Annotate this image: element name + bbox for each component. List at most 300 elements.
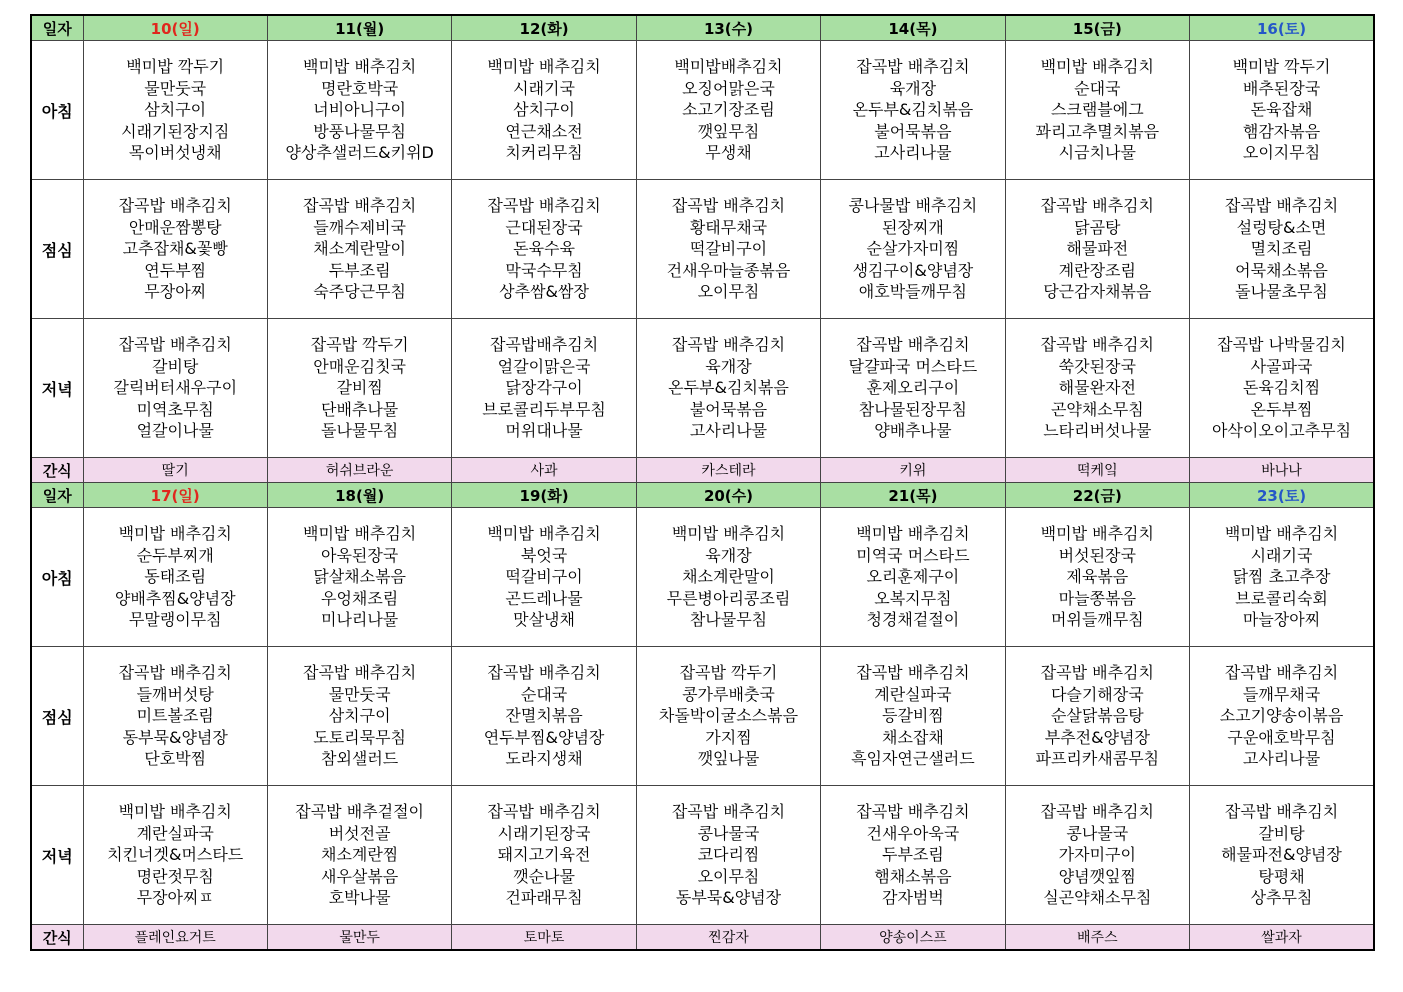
menu-item: 백미밥배추김치 — [674, 57, 783, 77]
day-label: 14(목) — [888, 19, 938, 38]
menu-item: 계란실파국 — [874, 684, 952, 704]
menu-item: 돈육수육 — [513, 239, 575, 259]
menu-item: 백미밥 배추김치 — [487, 524, 601, 544]
dinner-menu-cell — [452, 319, 636, 458]
dinner-row — [31, 786, 1374, 925]
menu-item: 순대국 — [520, 684, 568, 704]
menu-item: 다슬기해장국 — [1050, 684, 1144, 704]
menu-item: 잡곡밥 배추김치 — [487, 802, 601, 822]
menu-item: 참외샐러드 — [320, 749, 399, 769]
dinner-label: 저녁 — [31, 786, 83, 925]
menu-item: 순두부찌개 — [136, 545, 214, 565]
menu-item: 명란호박국 — [320, 78, 399, 98]
lunch-menu-cell — [821, 180, 1005, 319]
menu-item: 계란실파국 — [136, 823, 214, 843]
menu-item: 잡곡밥 배추김치 — [856, 57, 970, 77]
menu-item: 흑임자연근샐러드 — [851, 749, 975, 769]
breakfast-row — [31, 41, 1374, 180]
menu-item: 소고기양송이볶음 — [1219, 706, 1344, 726]
menu-item: 백미밥 배추김치 — [1224, 524, 1339, 544]
day-label: 10(일) — [150, 19, 200, 38]
breakfast-menu-cell — [1190, 508, 1374, 647]
menu-item: 잡곡밥 깍두기 — [679, 663, 778, 683]
menu-item: 백미밥 배추김치 — [118, 524, 232, 544]
menu-item: 오징어맑은국 — [682, 78, 775, 98]
snack-label: 간식 — [31, 925, 83, 951]
menu-item: 잡곡밥배추김치 — [489, 335, 599, 355]
menu-item: 잡곡밥 배추김치 — [118, 663, 232, 683]
breakfast-menu-cell — [267, 41, 451, 180]
breakfast-menu-cell — [83, 41, 267, 180]
menu-item: 잡곡밥 나박물김치 — [1217, 335, 1346, 355]
menu-item: 콩나물국 — [697, 823, 760, 843]
day-header — [821, 15, 1005, 41]
breakfast-menu-cell — [821, 41, 1005, 180]
dinner-menu-cell — [1190, 319, 1374, 458]
menu-item: 잡곡밥 배추김치 — [671, 335, 786, 355]
breakfast-label: 아침 — [31, 41, 83, 180]
menu-item: 소고기장조림 — [682, 100, 775, 120]
menu-item: 시래기된장지짐 — [121, 121, 230, 141]
menu-item: 육개장 — [705, 356, 752, 376]
menu-item: 방풍나물무침 — [313, 121, 406, 141]
menu-item: 황태무채국 — [689, 217, 768, 237]
menu-item: 명란젓무침 — [136, 866, 214, 886]
breakfast-row — [31, 508, 1374, 647]
menu-item: 잡곡밥 배추김치 — [1224, 663, 1339, 683]
menu-item: 무른병아리콩조림 — [666, 588, 791, 608]
menu-item: 잔멸치볶음 — [505, 706, 583, 726]
menu-item: 백미밥 배추김치 — [1040, 57, 1154, 77]
menu-item: 머위대나물 — [505, 421, 583, 441]
breakfast-label: 아침 — [31, 508, 83, 647]
menu-item: 시래기된장국 — [497, 823, 591, 843]
menu-item: 온두부찜 — [1250, 399, 1313, 419]
menu-item: 양배추나물 — [874, 421, 952, 441]
menu-item: 불어묵볶음 — [689, 399, 768, 419]
dinner-row — [31, 319, 1374, 458]
menu-item: 잡곡밥 배추김치 — [1224, 802, 1339, 822]
menu-item: 연두부찜 — [144, 260, 207, 280]
menu-item: 잡곡밥 배추김치 — [671, 802, 786, 822]
menu-item: 양배추찜&양념장 — [114, 588, 236, 608]
menu-item: 잡곡밥 배추김치 — [1040, 335, 1154, 355]
menu-item: 잡곡밥 배추김치 — [302, 196, 417, 216]
menu-item: 상추쌈&쌈장 — [499, 282, 589, 302]
day-label: 18(월) — [335, 486, 385, 505]
menu-item: 두부조림 — [881, 845, 944, 865]
menu-item: 마늘쫑볶음 — [1058, 588, 1136, 608]
menu-item: 근대된장국 — [505, 217, 583, 237]
menu-item: 양상추샐러드&키위D — [285, 143, 434, 163]
menu-item: 잡곡밥 배추김치 — [118, 196, 232, 216]
dinner-menu-cell — [1005, 786, 1189, 925]
menu-item: 콩가루배춧국 — [682, 684, 775, 704]
menu-item: 버섯된장국 — [1058, 545, 1136, 565]
dinner-menu-cell — [452, 786, 636, 925]
lunch-label: 점심 — [31, 180, 83, 319]
menu-item: 두부조림 — [328, 260, 391, 280]
breakfast-menu-cell — [452, 41, 636, 180]
menu-item: 잡곡밥 배추김치 — [856, 335, 970, 355]
menu-item: 무생채 — [705, 143, 752, 163]
menu-item: 잡곡밥 배추김치 — [302, 663, 417, 683]
menu-item: 갈비탕 — [1258, 823, 1305, 843]
menu-item: 들깨수제비국 — [313, 217, 406, 237]
lunch-row — [31, 647, 1374, 786]
lunch-menu-cell — [452, 180, 636, 319]
snack-cell: 카스테라 — [636, 458, 820, 483]
menu-item: 백미밥 배추김치 — [487, 57, 601, 77]
menu-item: 아욱된장국 — [320, 545, 399, 565]
menu-item: 단배추나물 — [320, 399, 399, 419]
snack-cell: 사과 — [452, 458, 636, 483]
menu-item: 깻잎나물 — [697, 749, 760, 769]
lunch-menu-cell — [267, 647, 451, 786]
day-header — [83, 15, 267, 41]
menu-item: 치킨너겟&머스타드 — [107, 845, 244, 865]
menu-item: 백미밥 배추김치 — [671, 524, 786, 544]
menu-item: 잡곡밥 배추김치 — [118, 335, 232, 355]
menu-item: 갈릭버터새우구이 — [113, 378, 238, 398]
menu-item: 시래기국 — [513, 78, 575, 98]
menu-item: 백미밥 배추김치 — [302, 57, 417, 77]
menu-item: 시래기국 — [1250, 545, 1313, 565]
dinner-menu-cell — [83, 786, 267, 925]
snack-cell: 허쉬브라운 — [267, 458, 451, 483]
menu-item: 파프리카새콤무침 — [1035, 749, 1160, 769]
menu-item: 해물파전 — [1066, 239, 1129, 259]
menu-item: 제육볶음 — [1066, 567, 1129, 587]
menu-item: 온두부&김치볶음 — [668, 378, 789, 398]
menu-item: 건새우마늘종볶음 — [666, 260, 791, 280]
day-header — [636, 483, 820, 508]
breakfast-menu-cell — [1005, 41, 1189, 180]
menu-item: 새우살볶음 — [320, 866, 399, 886]
menu-item: 육개장 — [705, 545, 752, 565]
menu-item: 돈육잡채 — [1250, 100, 1313, 120]
menu-item: 햄채소볶음 — [874, 866, 952, 886]
menu-item: 아삭이오이고추무침 — [1211, 421, 1352, 441]
dinner-menu-cell — [267, 319, 451, 458]
breakfast-menu-cell — [821, 508, 1005, 647]
breakfast-menu-cell — [636, 508, 820, 647]
date-row — [31, 15, 1374, 41]
menu-item: 양념깻잎찜 — [1058, 866, 1136, 886]
day-header — [821, 483, 1005, 508]
menu-item: 잡곡밥 배추김치 — [1040, 802, 1154, 822]
menu-item: 잡곡밥 배추김치 — [1040, 196, 1154, 216]
day-label: 19(화) — [519, 486, 569, 505]
menu-item: 백미밥 배추김치 — [302, 524, 417, 544]
lunch-menu-cell — [1190, 647, 1374, 786]
menu-item: 마늘장아찌 — [1242, 610, 1321, 630]
menu-item: 닭곰탕 — [1074, 217, 1121, 237]
menu-item: 갈비탕 — [152, 356, 199, 376]
menu-item: 시금치나물 — [1058, 143, 1136, 163]
lunch-label: 점심 — [31, 647, 83, 786]
menu-item: 생김구이&양념장 — [852, 260, 974, 280]
menu-item: 무말랭이무침 — [128, 610, 222, 630]
day-label: 12(화) — [519, 19, 569, 38]
day-header — [1190, 483, 1374, 508]
menu-item: 당근감자채볶음 — [1043, 282, 1152, 302]
menu-item: 계란장조림 — [1058, 260, 1136, 280]
menu-item: 건파래무침 — [505, 888, 583, 908]
snack-cell: 배주스 — [1005, 925, 1189, 951]
menu-item: 고사리나물 — [1242, 749, 1321, 769]
menu-item: 잡곡밥 배추김치 — [487, 196, 601, 216]
menu-item: 달걀파국 머스타드 — [848, 356, 978, 376]
menu-item: 훈제오리구이 — [866, 378, 960, 398]
menu-item: 콩나물밥 배추김치 — [848, 196, 978, 216]
menu-item: 순살닭볶음탕 — [1050, 706, 1144, 726]
breakfast-menu-cell — [1190, 41, 1374, 180]
menu-item: 오이무침 — [697, 282, 760, 302]
menu-item: 잡곡밥 깍두기 — [310, 335, 409, 355]
menu-item: 잡곡밥 배추김치 — [1224, 196, 1339, 216]
day-header — [636, 15, 820, 41]
menu-item: 등갈비찜 — [881, 706, 944, 726]
menu-item: 연근채소전 — [505, 121, 583, 141]
menu-item: 브로콜리두부무침 — [482, 399, 606, 419]
day-label: 11(월) — [335, 19, 385, 38]
menu-item: 돈육김치찜 — [1242, 378, 1321, 398]
menu-item: 깻잎무침 — [697, 121, 760, 141]
menu-item: 우엉채조림 — [320, 588, 399, 608]
menu-item: 숙주당근무침 — [313, 282, 406, 302]
menu-item: 콩나물국 — [1066, 823, 1129, 843]
menu-item: 사골파국 — [1250, 356, 1313, 376]
menu-item: 배추된장국 — [1242, 78, 1321, 98]
menu-item: 들깨무채국 — [1242, 684, 1321, 704]
menu-item: 된장찌개 — [881, 217, 944, 237]
menu-item: 동부묵&양념장 — [675, 888, 782, 908]
snack-cell: 바나나 — [1190, 458, 1374, 483]
day-header — [267, 483, 451, 508]
menu-item: 목이버섯냉채 — [128, 143, 222, 163]
lunch-menu-cell — [267, 180, 451, 319]
day-label: 20(수) — [703, 486, 754, 505]
menu-item: 고사리나물 — [689, 421, 768, 441]
menu-item: 스크램블에그 — [1050, 100, 1144, 120]
menu-item: 가지찜 — [705, 727, 752, 747]
snack-row — [31, 925, 1374, 951]
day-header — [452, 15, 636, 41]
menu-item: 백미밥 깍두기 — [1232, 57, 1331, 77]
snack-cell: 딸기 — [83, 458, 267, 483]
menu-item: 설렁탕&소면 — [1236, 217, 1327, 237]
lunch-menu-cell — [83, 180, 267, 319]
menu-item: 미트볼조림 — [136, 706, 214, 726]
dinner-menu-cell — [1190, 786, 1374, 925]
breakfast-menu-cell — [1005, 508, 1189, 647]
menu-item: 순대국 — [1074, 78, 1121, 98]
menu-item: 청경채겉절이 — [866, 610, 960, 630]
snack-row — [31, 458, 1374, 483]
date-row — [31, 483, 1374, 508]
menu-item: 무장아찌 — [144, 282, 207, 302]
dinner-menu-cell — [821, 319, 1005, 458]
menu-item: 육개장 — [889, 78, 937, 98]
menu-item: 북엇국 — [520, 545, 568, 565]
snack-cell: 떡케잌 — [1005, 458, 1189, 483]
menu-item: 무장아찌ㅍ — [136, 888, 214, 908]
menu-item: 닭살채소볶음 — [313, 567, 406, 587]
dinner-menu-cell — [636, 786, 820, 925]
menu-item: 채소계란찜 — [320, 845, 399, 865]
day-header — [452, 483, 636, 508]
menu-item: 백미밥 깍두기 — [126, 57, 225, 77]
menu-item: 오이무침 — [697, 866, 760, 886]
menu-item: 닭장각구이 — [505, 378, 583, 398]
menu-item: 채소잡채 — [881, 727, 944, 747]
menu-item: 오복지무침 — [874, 588, 952, 608]
dinner-menu-cell — [83, 319, 267, 458]
menu-item: 잡곡밥 배추김치 — [671, 196, 786, 216]
menu-item: 돼지고기육전 — [497, 845, 591, 865]
menu-item: 참나물무침 — [689, 610, 768, 630]
menu-item: 상추무침 — [1250, 888, 1313, 908]
menu-item: 물만둣국 — [328, 684, 391, 704]
menu-item: 해물파전&양념장 — [1221, 845, 1342, 865]
menu-item: 어묵채소볶음 — [1235, 260, 1328, 280]
day-header — [83, 483, 267, 508]
menu-item: 채소계란말이 — [682, 567, 775, 587]
menu-item: 떡갈비구이 — [505, 567, 583, 587]
menu-item: 얼갈이나물 — [136, 421, 214, 441]
meal-plan-table — [30, 14, 1375, 951]
dinner-menu-cell — [636, 319, 820, 458]
menu-item: 느타리버섯나물 — [1043, 421, 1152, 441]
lunch-menu-cell — [83, 647, 267, 786]
snack-label: 간식 — [31, 458, 83, 483]
menu-item: 곤드레나물 — [505, 588, 583, 608]
menu-item: 햄감자볶음 — [1242, 121, 1321, 141]
breakfast-menu-cell — [636, 41, 820, 180]
menu-item: 온두부&김치볶음 — [852, 100, 974, 120]
menu-item: 잡곡밥 배추겉절이 — [295, 802, 424, 822]
menu-item: 코다리찜 — [697, 845, 760, 865]
snack-cell: 키위 — [821, 458, 1005, 483]
lunch-menu-cell — [636, 180, 820, 319]
menu-item: 삼치구이 — [144, 100, 207, 120]
menu-item: 삼치구이 — [513, 100, 575, 120]
snack-cell: 물만두 — [267, 925, 451, 951]
menu-item: 미나리나물 — [320, 610, 399, 630]
lunch-menu-cell — [1005, 180, 1189, 319]
menu-item: 부추전&양념장 — [1044, 727, 1150, 747]
menu-item: 연두부찜&양념장 — [483, 727, 605, 747]
day-label: 23(토) — [1256, 486, 1307, 505]
lunch-menu-cell — [821, 647, 1005, 786]
lunch-menu-cell — [636, 647, 820, 786]
menu-item: 해물완자전 — [1058, 378, 1136, 398]
menu-item: 맛살냉채 — [513, 610, 575, 630]
menu-item: 백미밥 배추김치 — [118, 802, 232, 822]
menu-item: 막국수무침 — [505, 260, 583, 280]
menu-item: 갈비찜 — [336, 378, 383, 398]
menu-item: 오이지무침 — [1242, 143, 1321, 163]
lunch-menu-cell — [1005, 647, 1189, 786]
menu-item: 안매운김칫국 — [313, 356, 406, 376]
menu-item: 돌나물초무침 — [1235, 282, 1328, 302]
menu-item: 고추잡채&꽃빵 — [122, 239, 228, 259]
snack-cell: 양송이스프 — [821, 925, 1005, 951]
day-label: 17(일) — [150, 486, 200, 505]
day-label: 13(수) — [703, 19, 754, 38]
menu-item: 꽈리고추멸치볶음 — [1035, 121, 1160, 141]
day-header — [1005, 483, 1189, 508]
menu-item: 단호박찜 — [144, 749, 207, 769]
menu-item: 동부묵&양념장 — [122, 727, 228, 747]
menu-item: 멸치조림 — [1250, 239, 1313, 259]
menu-item: 돌나물무침 — [320, 421, 399, 441]
menu-item: 안매운짬뽕탕 — [128, 217, 222, 237]
menu-item: 삼치구이 — [328, 706, 391, 726]
menu-item: 애호박들깨무침 — [858, 282, 967, 302]
menu-item: 쑥갓된장국 — [1058, 356, 1136, 376]
day-header — [267, 15, 451, 41]
menu-item: 채소계란말이 — [313, 239, 406, 259]
menu-item: 잡곡밥 배추김치 — [856, 802, 970, 822]
menu-item: 잡곡밥 배추김치 — [856, 663, 970, 683]
menu-item: 동태조림 — [144, 567, 207, 587]
dinner-menu-cell — [267, 786, 451, 925]
menu-item: 백미밥 배추김치 — [856, 524, 970, 544]
breakfast-menu-cell — [83, 508, 267, 647]
menu-item: 깻순나물 — [513, 866, 575, 886]
menu-item: 오리훈제구이 — [866, 567, 960, 587]
menu-item: 불어묵볶음 — [874, 121, 952, 141]
menu-item: 가자미구이 — [1058, 845, 1136, 865]
menu-item: 건새우아욱국 — [866, 823, 960, 843]
lunch-menu-cell — [1190, 180, 1374, 319]
menu-item: 곤약채소무침 — [1050, 399, 1144, 419]
menu-item: 고사리나물 — [874, 143, 952, 163]
dinner-label: 저녁 — [31, 319, 83, 458]
menu-item: 호박나물 — [328, 888, 391, 908]
snack-cell: 플레인요거트 — [83, 925, 267, 951]
day-label: 15(금) — [1072, 19, 1122, 38]
menu-item: 물만둣국 — [144, 78, 207, 98]
dinner-menu-cell — [821, 786, 1005, 925]
date-header-label: 일자 — [31, 483, 83, 508]
menu-item: 치커리무침 — [505, 143, 583, 163]
menu-item: 머위들깨무침 — [1050, 610, 1144, 630]
menu-item: 버섯전골 — [328, 823, 391, 843]
menu-item: 브로콜리숙회 — [1235, 588, 1328, 608]
menu-item: 실곤약채소무침 — [1043, 888, 1152, 908]
menu-item: 잡곡밥 배추김치 — [487, 663, 601, 683]
menu-item: 탕평채 — [1258, 866, 1305, 886]
menu-item: 도라지생채 — [505, 749, 583, 769]
snack-cell: 토마토 — [452, 925, 636, 951]
dinner-menu-cell — [1005, 319, 1189, 458]
meal-plan-body — [31, 15, 1374, 950]
menu-item: 미역국 머스타드 — [856, 545, 970, 565]
menu-item: 잡곡밥 배추김치 — [1040, 663, 1154, 683]
menu-item: 얼갈이맑은국 — [497, 356, 591, 376]
day-label: 21(목) — [888, 486, 938, 505]
menu-item: 미역초무침 — [136, 399, 214, 419]
day-label: 16(토) — [1256, 19, 1307, 38]
menu-item: 너비아니구이 — [313, 100, 406, 120]
menu-item: 참나물된장무침 — [858, 399, 967, 419]
day-label: 22(금) — [1072, 486, 1122, 505]
menu-item: 떡갈비구이 — [689, 239, 768, 259]
day-header — [1005, 15, 1189, 41]
